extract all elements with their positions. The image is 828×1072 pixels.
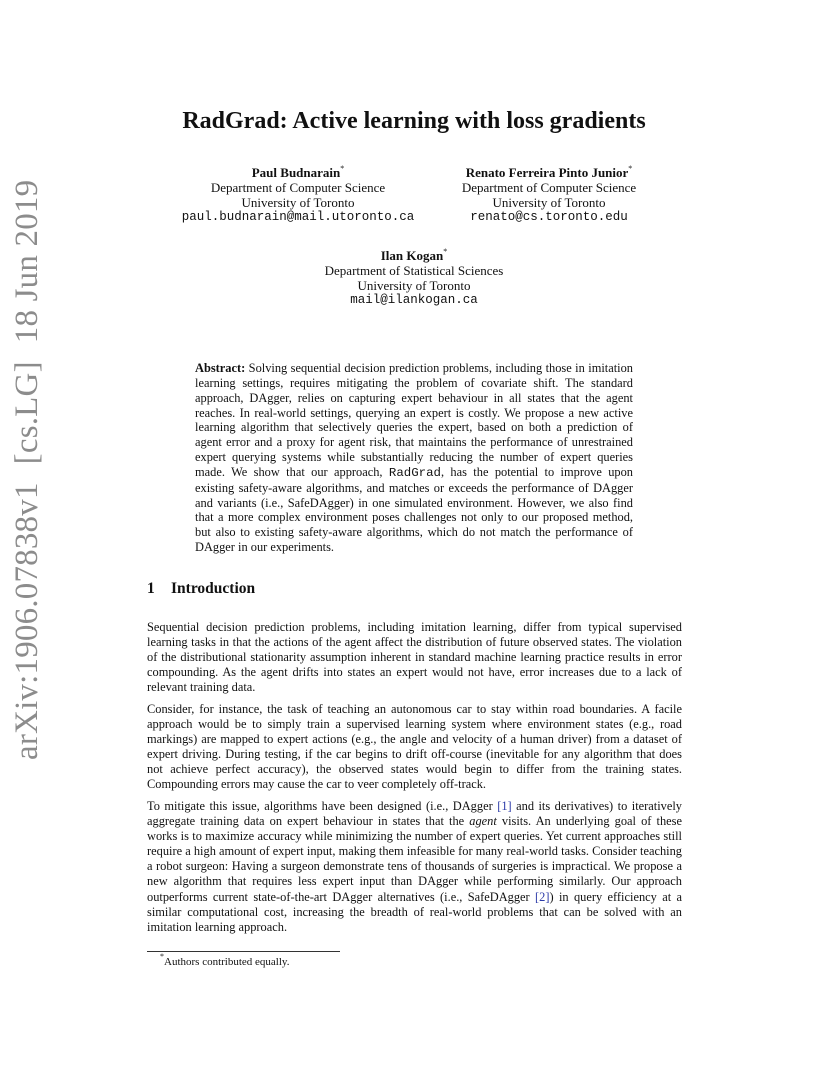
footnote-mark: * <box>160 952 164 961</box>
author-name: Paul Budnarain <box>251 165 341 180</box>
paragraph-3 <box>147 799 682 935</box>
abstract-text-part-2: , has the potential to improve upon existing safety-aware algorithms, and matches or exceeds the performance of DAgger and variants (i.e., SafeDAgger) in one simulated environment. However, we also find that a more complex environment poses challenges not only to our proposed method, but also to existing safety-aware algorithms, which do not match the performance of DAgger in our experiments. <box>195 464 633 555</box>
author-university: University of Toronto <box>492 195 606 210</box>
citation-link[interactable]: [1] <box>497 799 512 813</box>
paragraph-3-text: and its derivatives) to iteratively aggregate training data on expert behaviour in states that the <box>147 799 682 829</box>
abstract <box>195 361 633 555</box>
section-heading-introduction <box>147 580 255 598</box>
author-university: University of Toronto <box>357 278 471 293</box>
paragraph-3-text: To mitigate this issue, algorithms have been designed (i.e., DAgger <box>147 799 498 813</box>
section-title: Introduction <box>171 580 256 597</box>
author-name: Ilan Kogan <box>380 248 444 263</box>
author-block-2 <box>418 165 680 225</box>
author-mark: * <box>443 247 448 256</box>
abstract-text-part-1: Solving sequential decision prediction problems, including those in imitation learning settings, requires mitigating the problem of covariate shift. The standard approach, DAgger, relies on capturing expert behaviour in all states that the agent reaches. In real-world settings, querying an expert is costly. We propose a new active learning algorithm that selectively queries the expert, based on both a prediction of agent error and a proxy for agent risk, that maintains the performance of unrestrained expert querying systems while substantially reducing the number of expert queries made. We show that our approach, <box>195 361 633 479</box>
author-block-3 <box>284 248 544 308</box>
section-number: 1 <box>147 580 155 597</box>
author-department: Department of Statistical Sciences <box>324 263 504 278</box>
author-email[interactable]: renato@cs.toronto.edu <box>470 210 628 224</box>
author-name: Renato Ferreira Pinto Junior <box>465 165 629 180</box>
emphasis-text: agent <box>469 814 497 829</box>
paragraph-2: Consider, for instance, the task of teaching an autonomous car to stay within road boundaries. A facile approach would be to simply train a supervised learning system where environment states (e.g., road markings) are mapped to expert actions (e.g., the angle and velocity of a human driver) from a dataset of expert driving. During testing, if the car begins to drift off-course (inevitable for any algorithm that does not achieve perfect accuracy), the observed states would begin to differ from the training states. Compounding errors may cause the car to veer completely off-track. <box>147 702 682 792</box>
method-name-code: RadGrad <box>388 465 441 480</box>
author-email[interactable]: paul.budnarain@mail.utoronto.ca <box>181 210 415 224</box>
paragraph-3-text: ) in query efficiency at a similar computational cost, increasing the breadth of real-world problems that can be solved with an imitation learning approach. <box>147 889 682 934</box>
author-university: University of Toronto <box>241 195 355 210</box>
abstract-label: Abstract: <box>195 361 246 375</box>
paragraph-3-text: visits. An underlying goal of these works is to maximize accuracy while minimizing the number of expert queries. Yet current approaches still require a high amount of expert input, making them infeasible for many real-world tasks. Consider teaching a robot surgeon: Having a surgeon demonstrate tens of thousands of surgeries is impractical. We propose a new algorithm that requires less expert input than DAgger while performing similarly. Our approach outperforms current state-of-the-art DAgger alternatives (i.e., SafeDAgger <box>147 814 682 904</box>
paper-title: RadGrad: Active learning with loss gradients <box>182 108 646 134</box>
author-email[interactable]: mail@ilankogan.ca <box>350 293 478 307</box>
author-department: Department of Computer Science <box>461 180 637 195</box>
author-department: Department of Computer Science <box>210 180 386 195</box>
footnote <box>160 952 290 968</box>
paragraph-1: Sequential decision prediction problems, including imitation learning, differ from typical supervised learning tasks in that the actions of the agent affect the distribution of future observed states. The violation of the distributional stationarity assumption inherent in standard machine learning practice results in error compounding. As the agent drifts into states an expert would not have, error increases due to a lack of relevant training data. <box>147 620 682 695</box>
author-mark: * <box>340 164 345 173</box>
citation-link[interactable]: [2] <box>535 889 550 904</box>
footnote-text: Authors contributed equally. <box>164 956 290 968</box>
author-mark: * <box>628 164 633 173</box>
arxiv-category: [cs.LG] <box>9 361 45 465</box>
footnote-divider <box>147 951 340 952</box>
author-block-1 <box>168 165 428 225</box>
arxiv-sidebar-stamp <box>2 179 52 760</box>
arxiv-id: arXiv:1906.07838v1 <box>9 482 45 760</box>
arxiv-date: 18 Jun 2019 <box>9 179 45 344</box>
